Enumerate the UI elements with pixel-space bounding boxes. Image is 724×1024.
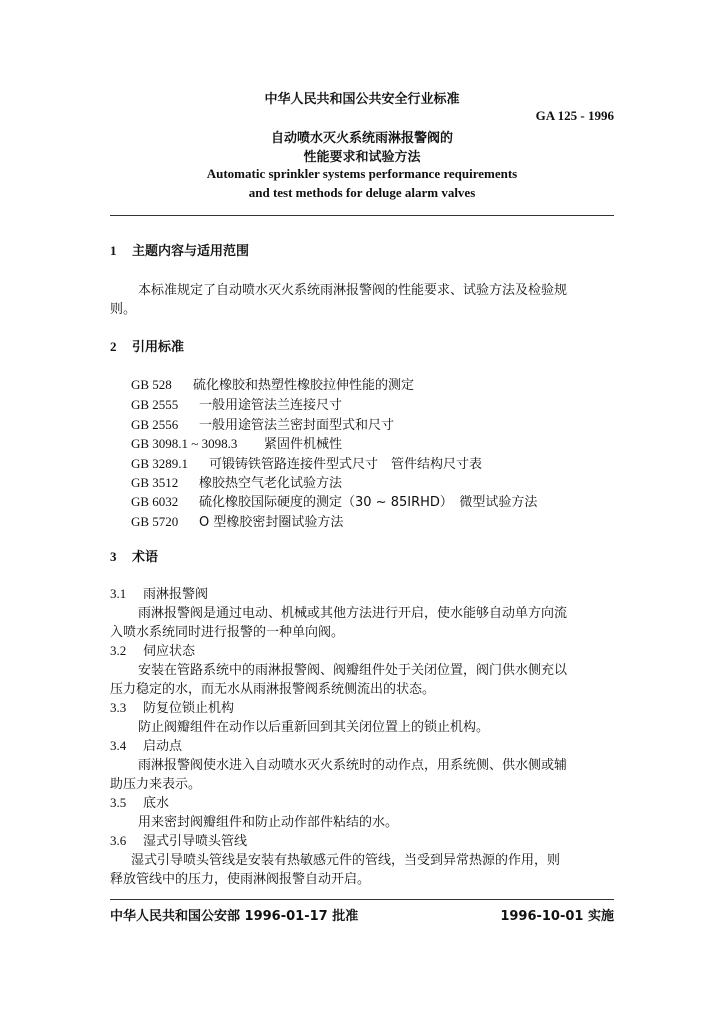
reference-item xyxy=(131,374,414,393)
term-definition-line1: 用来密封阀瓣组件和防止动作部件粘结的水。 xyxy=(138,815,399,830)
effective-date-text: 1996-10-01 实施 xyxy=(500,909,614,924)
header-divider xyxy=(110,215,614,216)
title-en-line2: and test methods for deluge alarm valves xyxy=(248,185,476,200)
reference-code: GB 3512 xyxy=(131,475,179,490)
term-number: 3.1 xyxy=(110,586,127,601)
section-title: 主题内容与适用范围 xyxy=(132,244,250,259)
reference-item xyxy=(131,394,342,413)
term-heading xyxy=(110,735,182,754)
reference-item xyxy=(131,491,537,510)
term-name: 防复位锁止机构 xyxy=(143,701,235,716)
term-heading xyxy=(110,583,208,602)
section-number: 2 xyxy=(110,339,117,354)
reference-code: GB 2555 xyxy=(131,397,179,412)
section-title: 引用标准 xyxy=(132,340,185,355)
reference-item xyxy=(131,453,482,472)
term-number: 3.2 xyxy=(110,643,127,658)
term-number: 3.5 xyxy=(110,795,127,810)
section-1-paragraph-line2: 则。 xyxy=(110,302,137,317)
reference-item xyxy=(131,433,342,452)
term-heading xyxy=(110,830,247,849)
term-name: 湿式引导喷头管线 xyxy=(143,834,248,849)
reference-item xyxy=(131,472,342,491)
reference-title: 紧固件机械性 xyxy=(264,437,343,452)
footer-divider xyxy=(110,899,614,900)
section-title: 术语 xyxy=(132,550,159,565)
reference-title: 硫化橡胶和热塑性橡胶拉伸性能的测定 xyxy=(193,378,415,393)
term-number: 3.4 xyxy=(110,738,127,753)
term-heading xyxy=(110,792,169,811)
term-definition-line2: 入喷水系统同时进行报警的一种单向阀。 xyxy=(110,625,345,640)
title-cn-line1: 自动喷水灭火系统雨淋报警阀的 xyxy=(270,131,453,146)
term-definition-line2: 压力稳定的水，而无水从雨淋报警阀系统侧流出的状态。 xyxy=(110,682,436,697)
section-2-heading xyxy=(110,336,184,355)
term-heading xyxy=(110,640,195,659)
reference-code: GB 3289.1 xyxy=(131,456,189,471)
reference-code: GB 5720 xyxy=(131,514,179,529)
reference-title: 一般用途管法兰连接尺寸 xyxy=(199,398,343,413)
reference-title: 硫化橡胶国际硬度的测定（30 ~ 85IRHD） 微型试验方法 xyxy=(199,495,538,510)
title-en-line1: Automatic sprinkler systems performance requirements xyxy=(206,166,518,181)
reference-title: 一般用途管法兰密封面型式和尺寸 xyxy=(199,418,395,433)
section-number: 1 xyxy=(110,243,117,258)
reference-title: 橡胶热空气老化试验方法 xyxy=(199,476,343,491)
term-definition-line2: 助压力来表示。 xyxy=(110,777,202,792)
term-definition-line1: 雨淋报警阀使水进入自动喷水灭火系统时的动作点，用系统侧、供水侧或辅 xyxy=(138,758,568,773)
term-definition-line1: 安装在管路系统中的雨淋报警阀、阀瓣组件处于关闭位置，阀门供水侧充以 xyxy=(138,663,568,678)
standard-code: GA 125 - 1996 xyxy=(535,108,614,123)
term-number: 3.6 xyxy=(110,833,127,848)
term-name: 伺应状态 xyxy=(143,644,196,659)
section-3-heading xyxy=(110,546,158,565)
term-name: 启动点 xyxy=(143,739,183,754)
reference-title: O 型橡胶密封圈试验方法 xyxy=(199,515,344,530)
reference-code: GB 3098.1 ~ 3098.3 xyxy=(131,436,238,451)
reference-code: GB 6032 xyxy=(131,494,179,509)
standard-org-title: 中华人民共和国公共安全行业标准 xyxy=(264,92,460,107)
term-name: 雨淋报警阀 xyxy=(143,587,209,602)
reference-item xyxy=(131,414,394,433)
term-definition-line1: 雨淋报警阀是通过电动、机械或其他方法进行开启，使水能够自动单方向流 xyxy=(138,606,568,621)
reference-code: GB 528 xyxy=(131,377,172,392)
section-number: 3 xyxy=(110,549,117,564)
reference-item xyxy=(131,511,343,530)
term-definition-line1: 湿式引导喷头管线是安装有热敏感元件的管线，当受到异常热源的作用，则 xyxy=(131,853,561,868)
approval-text: 中华人民共和国公安部 1996-01-17 批准 xyxy=(110,909,359,924)
reference-title: 可锻铸铁管路连接件型式尺寸 管件结构尺寸表 xyxy=(209,457,483,472)
term-number: 3.3 xyxy=(110,700,127,715)
section-1-heading xyxy=(110,240,249,259)
term-heading xyxy=(110,697,234,716)
title-cn-line2: 性能要求和试验方法 xyxy=(303,150,421,165)
term-name: 底水 xyxy=(143,796,170,811)
term-definition-line2: 释放管线中的压力，使雨淋阀报警自动开启。 xyxy=(110,872,371,887)
term-definition-line1: 防止阀瓣组件在动作以后重新回到其关闭位置上的锁止机构。 xyxy=(138,720,490,735)
reference-code: GB 2556 xyxy=(131,417,179,432)
section-1-paragraph-line1: 本标准规定了自动喷水灭火系统雨淋报警阀的性能要求、试验方法及检验规 xyxy=(138,283,568,298)
